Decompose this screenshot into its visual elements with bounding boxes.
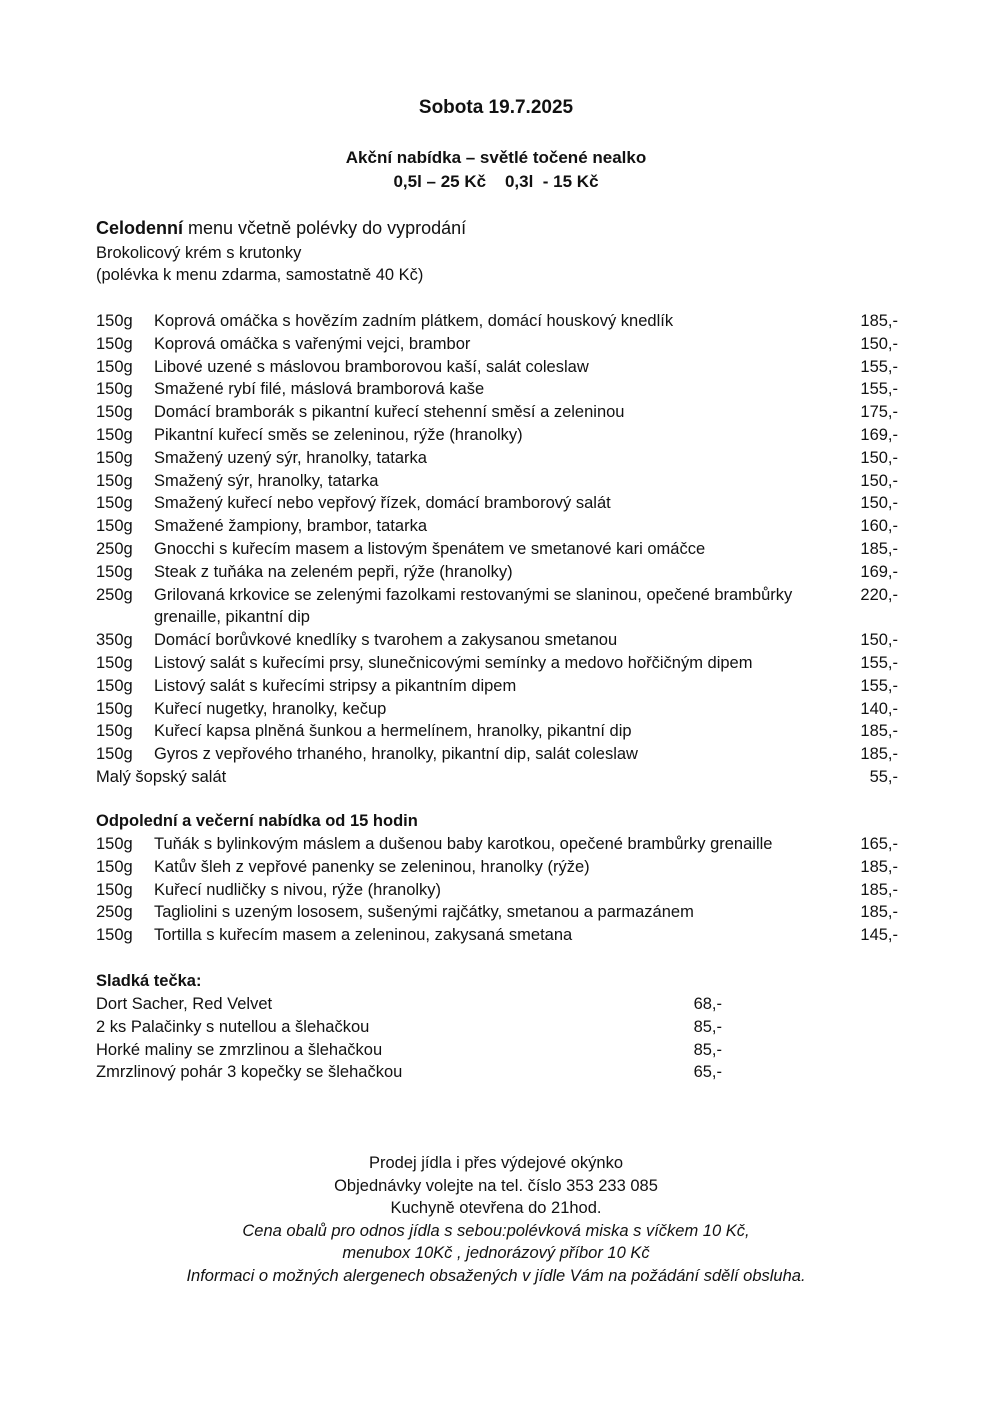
soup-note: (polévka k menu zdarma, samostatně 40 Kč) — [96, 266, 424, 284]
dessert-name: Zmrzlinový pohár 3 kopečky se šlehačkou — [96, 1063, 403, 1082]
item-name: Kuřecí nudličky s nivou, rýže (hranolky) — [154, 880, 442, 899]
item-price: 165,- — [860, 835, 898, 853]
item-weight: 150g — [96, 334, 133, 353]
item-price: 140,- — [860, 699, 898, 718]
item-name: Domácí bramborák s pikantní kuřecí stehenní směsí a zeleninou — [154, 403, 625, 422]
item-price: 185,- — [860, 903, 898, 922]
item-price: 185,- — [860, 857, 898, 876]
item-weight: 150g — [96, 380, 133, 399]
item-weight: 150g — [96, 494, 133, 513]
footer-window-sales: Prodej jídla i přes výdejové okýnko — [368, 1154, 624, 1172]
item-price: 150,- — [860, 494, 898, 513]
menu-item-extra — [96, 766, 902, 789]
menu-date: Sobota 19.7.2025 — [418, 97, 574, 118]
item-name: Domácí borůvkové knedlíky s tvarohem a zakysanou smetanou — [154, 631, 618, 650]
item-weight: 150g — [96, 517, 133, 536]
menu-item — [96, 652, 902, 675]
item-weight: 250g — [96, 539, 133, 558]
item-weight: 150g — [96, 357, 133, 376]
item-weight: 350g — [96, 631, 133, 650]
item-weight: 150g — [96, 699, 133, 718]
item-price: 185,- — [860, 880, 898, 899]
footer-packaging-prices-cont: menubox 10Kč , jednorázový příbor 10 Kč — [342, 1244, 650, 1263]
daily-menu-heading — [96, 218, 466, 239]
item-name: Smažené žampiony, brambor, tatarka — [154, 517, 427, 536]
daily-menu-list — [96, 310, 902, 789]
item-name: Smažený sýr, hranolky, tatarka — [154, 471, 379, 490]
menu-item — [96, 743, 902, 766]
item-weight: 150g — [96, 835, 133, 853]
menu-item — [96, 879, 902, 902]
item-price: 220,- — [860, 585, 898, 604]
menu-item — [96, 447, 902, 470]
item-price: 175,- — [860, 403, 898, 422]
item-name-line2: grenaille, pikantní dip — [154, 608, 310, 627]
item-weight: 150g — [96, 722, 133, 741]
item-price: 185,- — [860, 722, 898, 741]
dessert-name: Horké maliny se zmrzlinou a šlehačkou — [96, 1040, 383, 1059]
menu-item — [96, 356, 902, 379]
item-price: 150,- — [860, 631, 898, 650]
menu-item — [96, 561, 902, 584]
soup-of-day: Brokolicový krém s krutonky — [96, 244, 302, 262]
menu-item — [96, 538, 902, 561]
menu-item — [96, 515, 902, 538]
item-weight: 150g — [96, 926, 133, 945]
item-name: Listový salát s kuřecími stripsy a pikantním dipem — [154, 676, 517, 695]
dessert-item — [96, 1061, 736, 1084]
menu-item — [96, 584, 902, 630]
item-weight: 150g — [96, 312, 133, 330]
menu-item — [96, 492, 902, 515]
item-name: Tagliolini s uzeným lososem, sušenými rajčátky, smetanou a parmazánem — [154, 903, 694, 922]
item-price: 155,- — [860, 380, 898, 399]
item-weight: 150g — [96, 653, 133, 672]
item-name: Smažený uzený sýr, hranolky, tatarka — [154, 448, 427, 467]
item-name: Steak z tuňáka na zeleném pepři, rýže (hranolky) — [154, 562, 513, 581]
item-name: Tortilla s kuřecím masem a zeleninou, zakysaná smetana — [154, 926, 573, 945]
footer-allergen-note: Informaci o možných alergenech obsažených v jídle Vám na požádání sdělí obsluha. — [186, 1266, 806, 1285]
dessert-price: 85,- — [693, 1040, 722, 1059]
evening-heading: Odpolední a večerní nabídka od 15 hodin — [96, 812, 418, 830]
item-name: Malý šopský salát — [96, 767, 227, 786]
menu-item — [96, 424, 902, 447]
item-price: 155,- — [860, 653, 898, 672]
footer-kitchen-hours: Kuchyně otevřena do 21hod. — [390, 1199, 602, 1218]
item-name: Gnocchi s kuřecím masem a listovým špenátem ve smetanové kari omáčce — [154, 539, 706, 558]
item-weight: 250g — [96, 903, 133, 922]
item-name: Kuřecí nugetky, hranolky, kečup — [154, 699, 387, 718]
dessert-price: 65,- — [693, 1063, 722, 1082]
item-name: Koprová omáčka s vařenými vejci, brambor — [154, 334, 471, 353]
item-name: Katův šleh z vepřové panenky se zeleninou, hranolky (rýže) — [154, 857, 590, 876]
item-price: 150,- — [860, 471, 898, 490]
item-weight: 150g — [96, 562, 133, 581]
daily-menu-heading-bold: Celodenní — [96, 218, 184, 238]
footer — [0, 1152, 992, 1288]
item-price: 55,- — [869, 767, 898, 786]
item-price: 145,- — [860, 926, 898, 945]
dessert-item — [96, 1039, 736, 1062]
item-name-line1: Grilovaná krkovice se zelenými fazolkami restovanými se slaninou, opečené brambůrky — [154, 585, 793, 604]
dessert-price: 68,- — [693, 995, 722, 1013]
item-price: 155,- — [860, 357, 898, 376]
desserts-list — [96, 993, 736, 1084]
menu-item — [96, 698, 902, 721]
item-name: Pikantní kuřecí směs se zeleninou, rýže (hranolky) — [154, 425, 523, 444]
item-price: 185,- — [860, 539, 898, 558]
item-name: Koprová omáčka s hovězím zadním plátkem, domácí houskový knedlík — [154, 312, 674, 330]
item-weight: 150g — [96, 745, 133, 764]
item-name: Libové uzené s máslovou bramborovou kaší, salát coleslaw — [154, 357, 589, 376]
item-name: Listový salát s kuřecími prsy, slunečnicovými semínky a medovo hořčičným dipem — [154, 653, 753, 672]
menu-item — [96, 401, 902, 424]
dessert-name: Dort Sacher, Red Velvet — [96, 995, 273, 1013]
item-weight: 250g — [96, 585, 133, 604]
menu-item — [96, 470, 902, 493]
menu-item — [96, 856, 902, 879]
item-price: 150,- — [860, 334, 898, 353]
item-name: Smažený kuřecí nebo vepřový řízek, domácí bramborový salát — [154, 494, 611, 513]
menu-item — [96, 675, 902, 698]
menu-item — [96, 924, 902, 947]
footer-phone-orders: Objednávky volejte na tel. číslo 353 233 085 — [334, 1176, 658, 1195]
item-price: 169,- — [860, 425, 898, 444]
item-name: Gyros z vepřového trhaného, hranolky, pikantní dip, salát coleslaw — [154, 745, 638, 764]
daily-menu-heading-rest: menu včetně polévky do vyprodání — [183, 218, 467, 238]
item-weight: 150g — [96, 448, 133, 467]
menu-item — [96, 333, 902, 356]
evening-menu-list — [96, 833, 902, 947]
menu-item — [96, 833, 902, 856]
menu-item — [96, 378, 902, 401]
item-weight: 150g — [96, 471, 133, 490]
dessert-name: 2 ks Palačinky s nutellou a šlehačkou — [96, 1017, 370, 1036]
item-weight: 150g — [96, 676, 133, 695]
item-price: 150,- — [860, 448, 898, 467]
promo-prices: 0,5l – 25 Kč 0,3l - 15 Kč — [393, 172, 599, 191]
item-name: Tuňák s bylinkovým máslem a dušenou baby karotkou, opečené brambůrky grenaille — [154, 835, 773, 853]
menu-item — [96, 629, 902, 652]
item-weight: 150g — [96, 425, 133, 444]
dessert-item — [96, 993, 736, 1016]
menu-item — [96, 720, 902, 743]
item-name: Smažené rybí filé, máslová bramborová kaše — [154, 380, 485, 399]
item-price: 185,- — [860, 745, 898, 764]
item-name: Kuřecí kapsa plněná šunkou a hermelínem, hranolky, pikantní dip — [154, 722, 632, 741]
footer-packaging-prices: Cena obalů pro odnos jídla s sebou:polévková miska s víčkem 10 Kč, — [242, 1221, 750, 1240]
item-price: 160,- — [860, 517, 898, 536]
dessert-item — [96, 1016, 736, 1039]
item-weight: 150g — [96, 857, 133, 876]
desserts-heading: Sladká tečka: — [96, 972, 202, 990]
menu-item — [96, 901, 902, 924]
item-price: 185,- — [860, 312, 898, 330]
item-weight: 150g — [96, 880, 133, 899]
item-price: 155,- — [860, 676, 898, 695]
item-price: 169,- — [860, 562, 898, 581]
dessert-price: 85,- — [693, 1017, 722, 1036]
menu-item — [96, 310, 902, 333]
item-weight: 150g — [96, 403, 133, 422]
promo-title: Akční nabídka – světlé točené nealko — [345, 148, 647, 167]
item-name — [154, 584, 844, 630]
